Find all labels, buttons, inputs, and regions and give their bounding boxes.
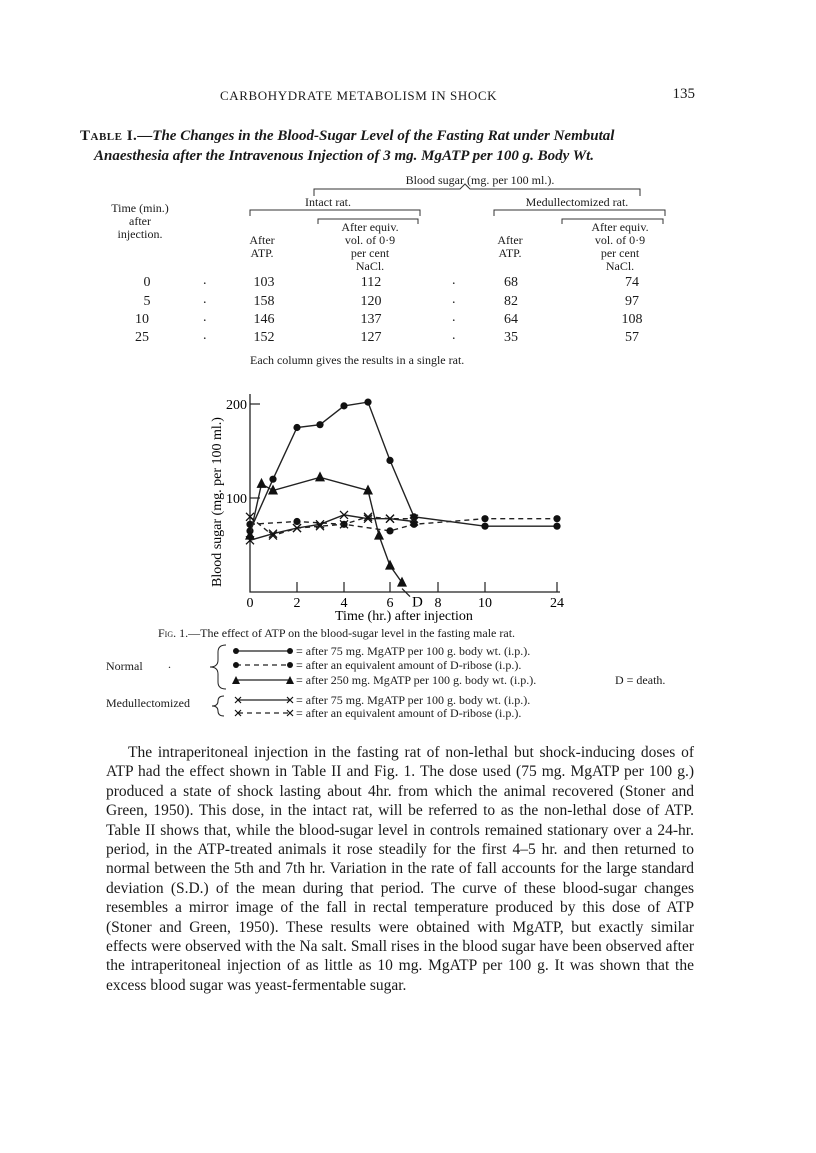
legend-normal-label: Normal (106, 659, 143, 673)
cell-intact-atp: 103 (253, 275, 275, 290)
cell-intact-atp: 146 (253, 312, 275, 327)
time-header-line: injection. (117, 227, 163, 241)
col-header-line: ATP. (498, 246, 522, 260)
col-header-line: NaCl. (355, 259, 385, 273)
running-title: CARBOHYDRATE METABOLISM IN SHOCK (220, 88, 498, 103)
cell-time: 0 (143, 275, 151, 290)
col-header-line: After (497, 233, 523, 247)
data-point-triangle (385, 560, 395, 570)
x-tick-label: 10 (478, 596, 492, 611)
col-header-line: per cent (350, 246, 390, 260)
leader-dot: . (203, 273, 207, 288)
cell-med-nacl: 57 (625, 330, 639, 345)
cell-intact-atp: 152 (253, 330, 275, 345)
leader-dot: . (452, 292, 456, 307)
leader-dot: . (452, 273, 456, 288)
figure-caption (158, 626, 515, 641)
legend-death-note: D = death. (615, 673, 666, 687)
col-header-line: ATP. (250, 246, 274, 260)
leader-dot: . (203, 310, 207, 325)
leader-dot: . (452, 328, 456, 343)
legend-entry-5: = after an equivalent amount of D-ribose (i.p.). (296, 706, 522, 720)
x-tick-label: 8 (434, 596, 442, 611)
figure-label: Fig. 1. (158, 626, 189, 640)
col-header-line: per cent (600, 246, 640, 260)
data-point-dot (553, 515, 560, 522)
col-header-line: vol. of 0·9 (344, 233, 396, 247)
table-caption-dash: — (137, 128, 153, 144)
cell-intact-nacl: 137 (360, 312, 382, 327)
data-point-dot (340, 402, 347, 409)
col-header-line: vol. of 0·9 (594, 233, 646, 247)
table-caption-line1: The Changes in the Blood-Sugar Level of the Fasting Rat under Nembutal (152, 128, 615, 144)
data-point-triangle (374, 530, 384, 540)
x-tick-label: 6 (386, 596, 394, 611)
data-point-cross (269, 532, 277, 540)
data-point-dot (364, 399, 371, 406)
legend-medullectomized-label: Medullectomized (106, 696, 190, 710)
cell-med-atp: 64 (504, 312, 518, 327)
group-header-intact: Intact rat. (305, 195, 351, 209)
legend-normal-leader: . (168, 657, 171, 671)
chart-y-axis-label: Blood sugar (mg. per 100 ml.) (210, 417, 225, 587)
x-tick-label: 4 (340, 596, 348, 611)
data-point-dot (316, 421, 323, 428)
cell-med-atp: 68 (504, 275, 518, 290)
data-point-triangle (315, 471, 325, 481)
death-marker-label: D (412, 594, 423, 611)
legend-group-normal (106, 659, 143, 674)
col-header-line: NaCl. (605, 259, 635, 273)
time-header-line: Time (min.) (111, 201, 169, 215)
data-point-dot (386, 457, 393, 464)
page-number: 135 (672, 86, 695, 102)
cell-med-nacl: 108 (621, 312, 643, 327)
data-point-dot (293, 518, 300, 525)
data-point-dot (386, 527, 393, 534)
body-text (106, 743, 694, 995)
series-line-1 (250, 402, 557, 531)
data-point-dot (481, 515, 488, 522)
data-point-triangle (257, 478, 267, 488)
legend-entry-1: = after 75 mg. MgATP per 100 g. body wt. (i.p.). (296, 644, 531, 658)
col-header-line: After equiv. (341, 220, 399, 234)
table-caption-line2: Anaesthesia after the Intravenous Injection of 3 mg. MgATP per 100 g. Body Wt. (94, 148, 595, 164)
body-paragraph: The intraperitoneal injection in the fasting rat of non-lethal but shock-inducing doses of ATP had the effect shown in Table II and Fig. 1. The dose used (75 mg. MgATP per 100 g.) produced a state of shock lasting about 4hr. from which the animal recovered (Stoner and Green, 1950). This dose, in the intact rat, will be referred to as the non-lethal dose of ATP. Table II shows that, while the blood-sugar level in controls remained stationary over a 24-hr. period, in the ATP-treated animals it rose steadily for the first 4–5 hr. and then returned to normal between the 5th and 7th hr. Variation in the rate of fall accounts for the large standard deviation (S.D.) of the mean during that period. The curve of these blood-sugar changes resembles a mirror image of the fall in rectal temperature produced by this dose of ATP (Stoner and Green, 1950). These results were obtained with MgATP, but exactly similar effects were observed with the Na salt. Small rises in the blood sugar have been observed after the intraperitoneal injection of as little as 10 mg. MgATP per 100 g. It was shown that the excess blood sugar was yeast-fermentable sugar. (106, 744, 694, 994)
x-tick-label: 24 (550, 596, 564, 611)
table-label: Table I. (80, 128, 138, 144)
y-tick-label: 100 (226, 492, 247, 507)
time-header-line: after (129, 214, 151, 228)
leader-dot: . (452, 310, 456, 325)
data-point-dot (293, 424, 300, 431)
x-tick-label: 2 (293, 596, 301, 611)
cell-time: 10 (135, 312, 149, 327)
figure-caption-text: —The effect of ATP on the blood-sugar level in the fasting male rat. (188, 626, 516, 640)
table-spanner-header: Blood sugar (mg. per 100 ml.). (405, 173, 555, 187)
data-point-dot (553, 523, 560, 530)
cell-med-nacl: 97 (625, 294, 639, 309)
legend-entry-4: = after 75 mg. MgATP per 100 g. body wt. (i.p.). (296, 693, 531, 707)
cell-time: 5 (143, 294, 151, 309)
cell-time: 25 (135, 330, 149, 345)
cell-med-atp: 35 (504, 330, 518, 345)
leader-dot: . (203, 328, 207, 343)
y-tick-label: 200 (226, 398, 247, 413)
data-point-dot (269, 476, 276, 483)
chart-axes (250, 394, 560, 592)
legend-entry-2: = after an equivalent amount of D-ribose (i.p.). (296, 658, 522, 672)
chart-x-axis-label: Time (hr.) after injection (335, 609, 473, 624)
cell-intact-atp: 158 (253, 294, 275, 309)
cell-intact-nacl: 127 (360, 330, 382, 345)
col-header-line: After (249, 233, 275, 247)
cell-intact-nacl: 112 (360, 275, 382, 290)
cell-med-atp: 82 (504, 294, 518, 309)
group-header-medullectomized: Medullectomized rat. (525, 195, 629, 209)
col-header-line: After equiv. (591, 220, 649, 234)
table-footnote: Each column gives the results in a single rat. (250, 353, 465, 367)
leader-dot: . (203, 292, 207, 307)
data-point-dot (481, 523, 488, 530)
legend-entry-3: = after 250 mg. MgATP per 100 g. body wt. (i.p.). (296, 673, 537, 687)
x-tick-label: 0 (246, 596, 254, 611)
cell-med-nacl: 74 (625, 275, 639, 290)
cell-intact-nacl: 120 (360, 294, 382, 309)
